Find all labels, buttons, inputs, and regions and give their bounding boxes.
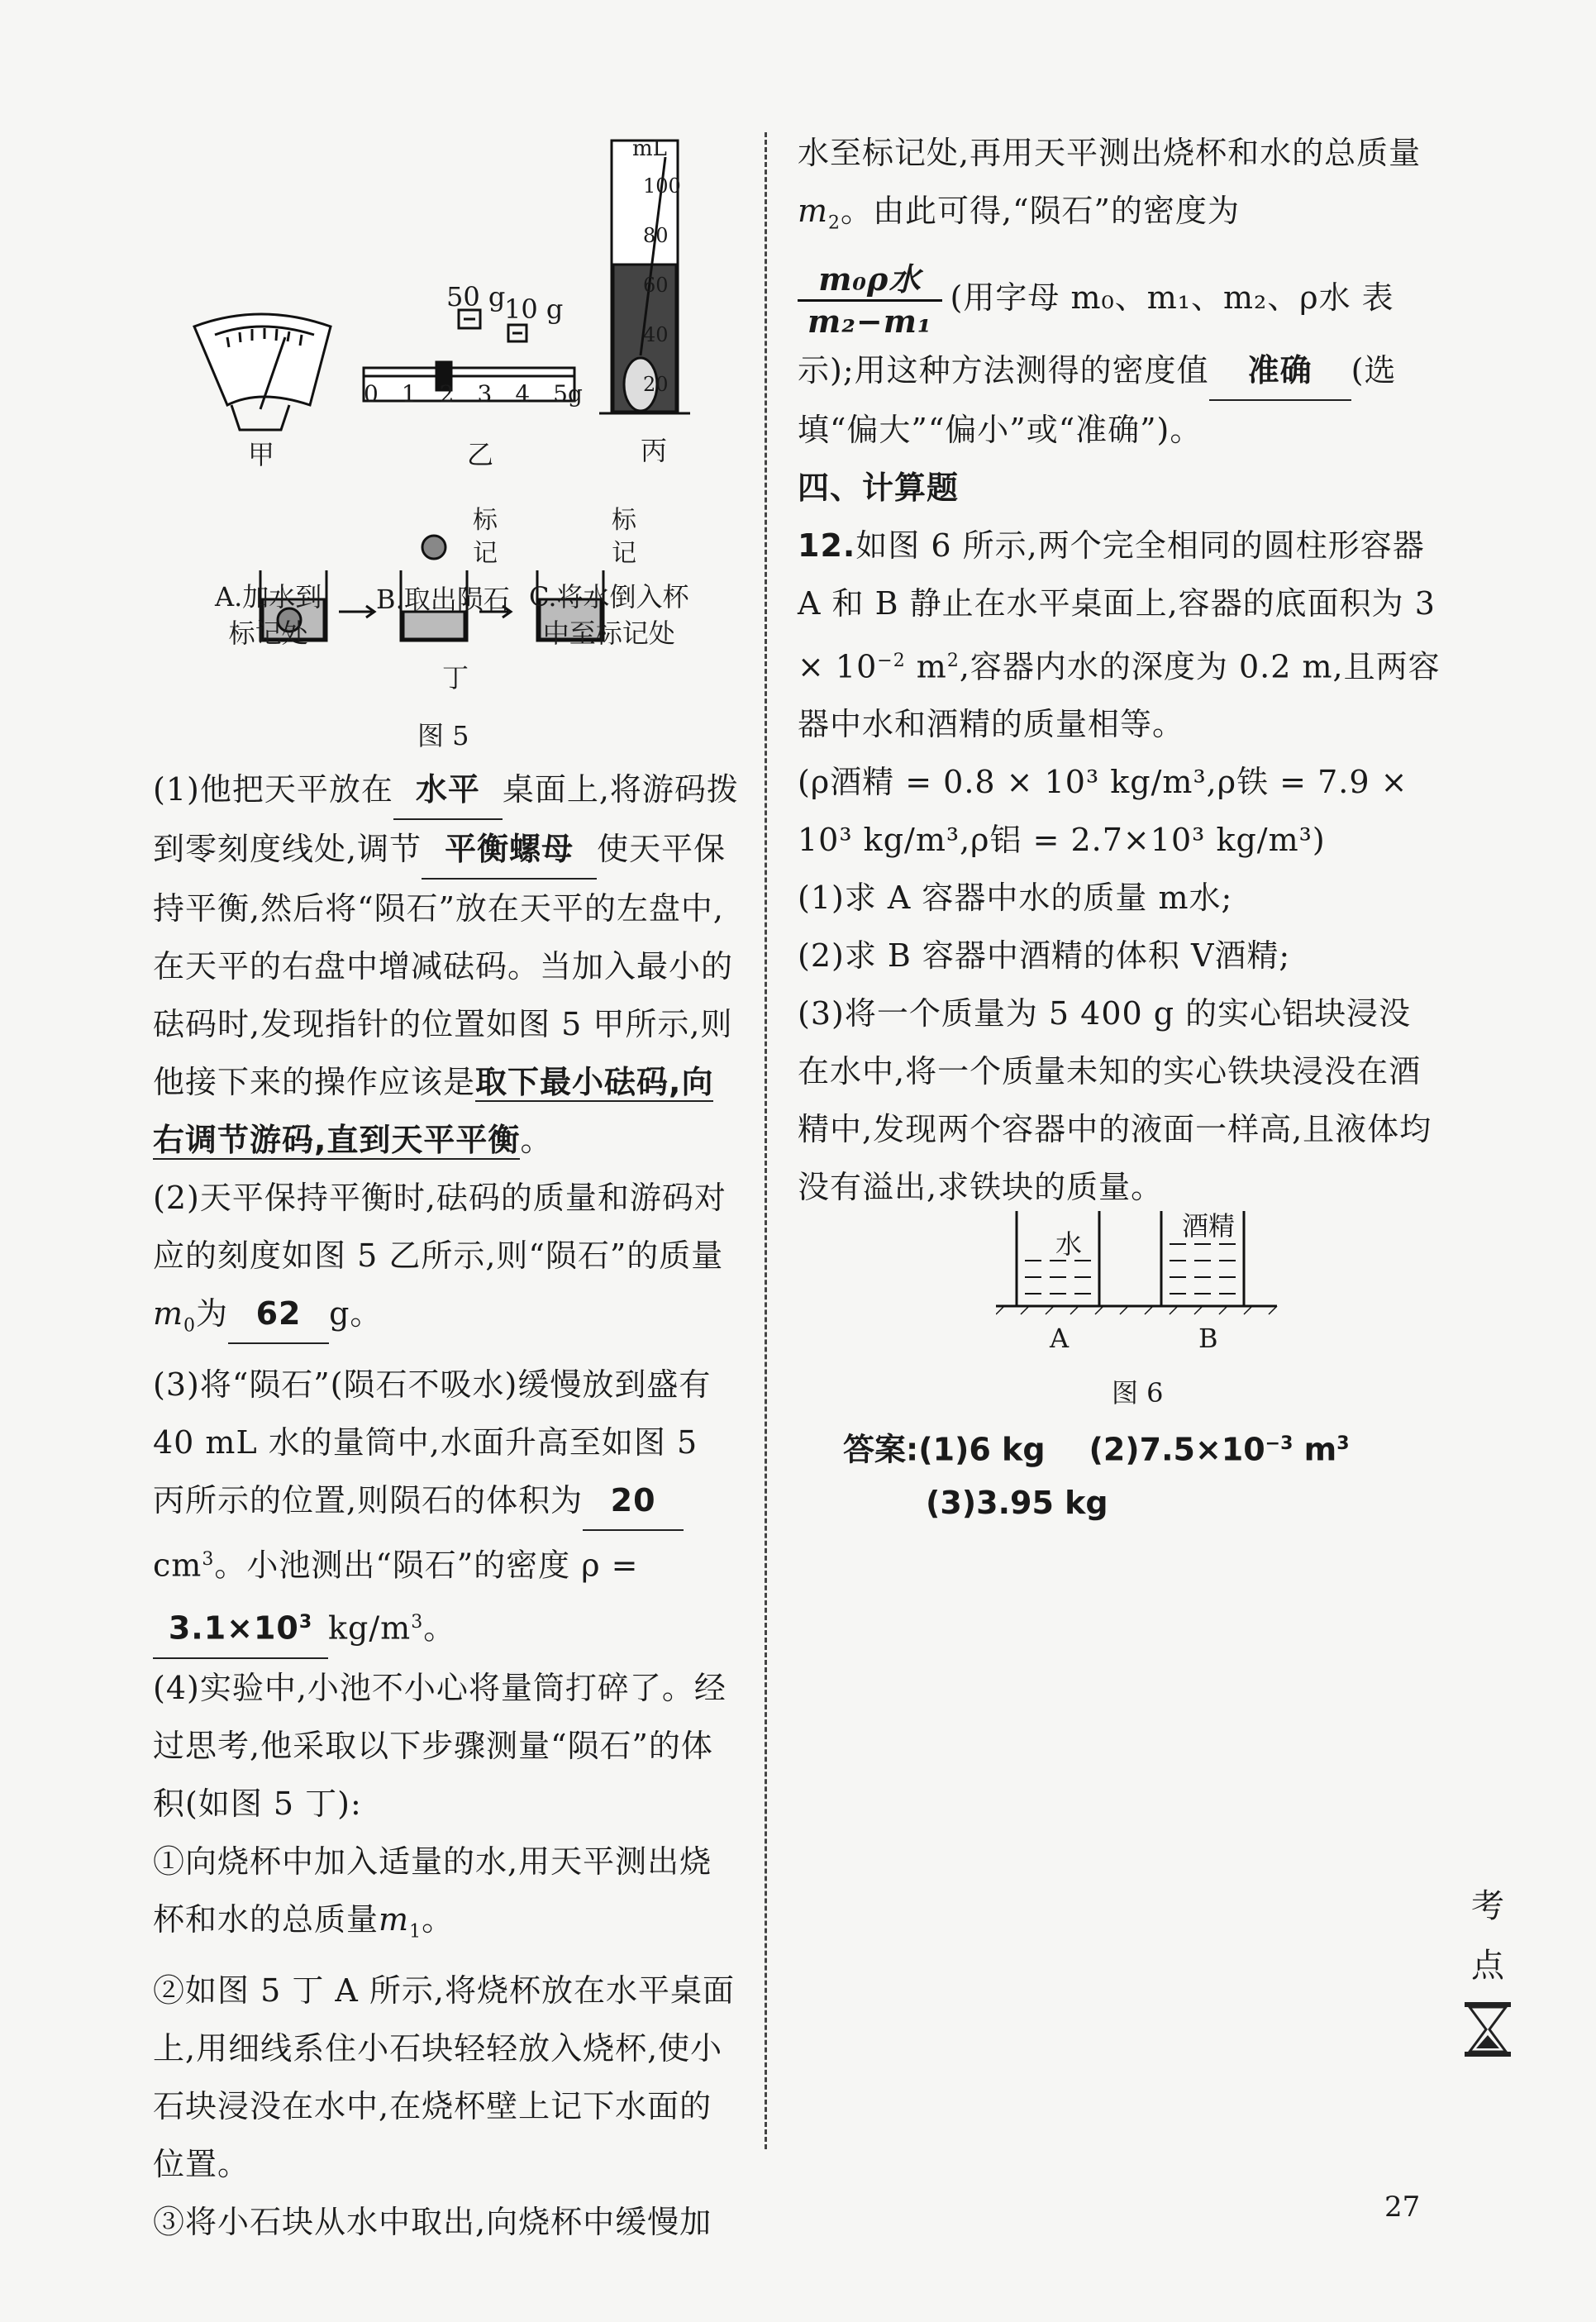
hourglass-icon [1463, 2000, 1513, 2058]
r1-text: 。由此可得,“陨石”的密度为 [841, 193, 1240, 229]
container-a-liquid: 水 [1055, 1228, 1083, 1260]
label-yi: 乙 [467, 439, 494, 470]
q2-sub: 0 [183, 1315, 197, 1337]
label-weight-50: 50 g [446, 281, 506, 312]
ruler-tick: 3 [477, 380, 493, 408]
q1-text: (1)他把天平放在 [153, 771, 393, 808]
step-1-sub: 1 [409, 1921, 422, 1943]
q2-text: (2)天平保持平衡时,砝码的质量和游码对应的刻度如图 5 乙所示,则“陨石”的质量 [153, 1180, 727, 1274]
mark-label-c: 标记 [612, 506, 636, 568]
page-number: 27 [1384, 2191, 1421, 2224]
step-1 [153, 1833, 740, 1962]
answer-2-sup: −3 [1265, 1433, 1293, 1454]
ruler-tick: 2 [439, 380, 455, 408]
q2-var: m [153, 1295, 184, 1332]
ruler-tick: 1 [401, 380, 417, 408]
question-number: 12. [798, 527, 856, 564]
fraction-numerator: m₀ρ水 [798, 260, 942, 302]
answers-line-2: (3)3.95 kg [926, 1484, 1108, 1521]
column-divider [765, 132, 767, 2149]
step-1-text: 。 [422, 1900, 455, 1938]
q12-sup: 2 [946, 650, 960, 671]
step-c-label [529, 579, 689, 651]
answer-blank: 20 [583, 1471, 684, 1531]
ruler-tick: 4 [515, 380, 531, 408]
answer-value: 3.1×10 [168, 1609, 299, 1647]
container-b-liquid: 酒精 [1182, 1210, 1236, 1242]
cylinder-tick: 60 [643, 274, 669, 297]
answer-blank: 水平 [393, 760, 503, 820]
q12-text: 如图 6 所示,两个完全相同的圆柱形容器 A 和 B 静止在水平桌面上,容器的底面积为 3 × 10 [798, 527, 1436, 685]
label-jia: 甲 [248, 439, 275, 470]
cylinder-tick: 100 [643, 174, 681, 198]
q1-text: 使天平保持平衡,然后将“陨石”放在天平的左盘中,在天平的右盘中增减砝码。当加入最小的砝码时,发现指针的位置如图 5 甲所示,则他接下来的操作应该是 [153, 831, 734, 1100]
step-3-continued [798, 124, 1442, 253]
fraction-denominator: m₂−m₁ [808, 302, 932, 340]
step-c-line: 中至标记处 [542, 617, 675, 649]
question-2 [153, 1169, 740, 1356]
answer-1: (1)6 kg [918, 1431, 1046, 1468]
q12-sup: −2 [877, 650, 906, 671]
step-a-line: A.加水到 [215, 581, 322, 613]
density-formula [798, 260, 1442, 459]
r2-text: (选填“偏大”“偏小”或“准确”)。 [798, 351, 1397, 448]
q3-unit-sup: 3 [411, 1612, 424, 1633]
r2-text: (用字母 m₀、m₁、m₂、ρ水 表示);用这种方法测得的密度值 [798, 279, 1394, 389]
question-12-part-3: (3)将一个质量为 5 400 g 的实心铝块浸没在水中,将一个质量未知的实心铁块浸没在酒精中,发现两个容器中的液面一样高,且液体均没有溢出,求铁块的质量。 [798, 995, 1432, 1206]
ruler-tick: 5g [553, 380, 583, 408]
sidebar-char: 点 [1471, 1947, 1504, 1985]
ruler-tick-labels [364, 380, 583, 408]
q12-text: m [905, 648, 947, 685]
q3-text: 。小池测出“陨石”的密度 ρ = [214, 1547, 639, 1584]
q3-text: (3)将“陨石”(陨石不吸水)缓慢放到盛有 40 mL 水的量筒中,水面升高至如图 5 丙所示的位置,则陨石的体积为 [153, 1366, 712, 1519]
question-12-part-2: (2)求 B 容器中酒精的体积 V酒精; [798, 937, 1291, 975]
step-a-line: 标记处 [228, 617, 308, 649]
answer-blank: 准确 [1209, 341, 1351, 401]
container-a-label: A [1050, 1323, 1070, 1354]
q3-sup: 3 [202, 1548, 215, 1570]
q3-text: cm [153, 1547, 202, 1584]
figure-6-caption: 图 6 [1112, 1377, 1164, 1409]
step-3: ③将小石块从水中取出,向烧杯中缓慢加 [153, 2203, 712, 2240]
balance-pointer-gauge [194, 314, 331, 430]
q3-unit: kg/m [328, 1609, 412, 1647]
answers-block [843, 1418, 1350, 1529]
answer-sup: 3 [298, 1612, 313, 1633]
label-weight-10: 10 g [504, 293, 564, 325]
right-column [798, 124, 1442, 1216]
answer-blank: 平衡螺母 [422, 820, 597, 880]
step-c-line: C.将水倒入杯 [529, 581, 689, 613]
section-heading: 四、计算题 [798, 469, 960, 506]
cylinder-tick: 20 [643, 373, 669, 396]
step-2: ②如图 5 丁 A 所示,将烧杯放在水平桌面上,用细线系住小石块轻轻放入烧杯,使小石块浸没在水中,在烧杯壁上记下水面的位置。 [153, 1972, 736, 2182]
figure-5-caption: 图 5 [417, 720, 469, 751]
answer-blank [153, 1594, 328, 1659]
q3-text: 。 [423, 1609, 456, 1647]
r1-sub: 2 [828, 212, 841, 234]
mark-label-b: 标记 [473, 506, 498, 568]
cylinder-unit: mL [632, 136, 667, 161]
answer-blank: 取下最小砝码,向右调节游码,直到天平平衡 [153, 1064, 714, 1158]
answer-2-unit: m [1293, 1431, 1337, 1468]
q2-unit: g。 [329, 1295, 383, 1332]
r1-var: m [798, 193, 829, 229]
figure-6-illustration [996, 1203, 1293, 1318]
density-fraction [798, 260, 942, 341]
question-12-constants: (ρ酒精 = 0.8 × 10³ kg/m³,ρ铁 = 7.9 × 10³ kg/m³,ρ铝 = 2.7×10³ kg/m³) [798, 764, 1408, 859]
sidebar-tab [1455, 1876, 1521, 2077]
r1-text: 水至标记处,再用天平测出烧杯和水的总质量 [798, 135, 1422, 171]
left-column [153, 760, 740, 2251]
ruler-tick: 0 [364, 380, 379, 408]
sidebar-char: 考 [1471, 1887, 1504, 1925]
question-12-part-1: (1)求 A 容器中水的质量 m水; [798, 880, 1233, 917]
step-1-var: m [379, 1900, 410, 1938]
q1-text: 桌面上,将游码拨到零刻度线处,调节 [153, 771, 739, 867]
step-a-label [215, 579, 322, 651]
question-4: (4)实验中,小池不小心将量筒打碎了。经过思考,他采取以下步骤测量“陨石”的体积(如图 5 丁): [153, 1669, 727, 1822]
cylinder-tick: 40 [643, 323, 669, 346]
answers-label: 答案: [843, 1431, 919, 1468]
question-3 [153, 1356, 740, 1659]
q2-text: 为 [196, 1295, 229, 1332]
answers-line-1 [843, 1418, 1350, 1476]
step-1-text: ①向烧杯中加入适量的水,用天平测出烧杯和水的总质量 [153, 1843, 712, 1938]
cylinder-tick: 80 [643, 224, 669, 247]
question-1 [153, 760, 740, 1169]
cylinder-ticks [643, 161, 681, 409]
answer-2: (2)7.5×10 [1089, 1431, 1265, 1468]
container-b-label: B [1198, 1323, 1218, 1354]
answer-2-unit-sup: 3 [1336, 1433, 1350, 1454]
label-bing: 丙 [641, 435, 668, 466]
q1-text: 。 [520, 1122, 553, 1158]
answer-blank: 62 [228, 1285, 329, 1344]
q12-text: ,容器内水的深度为 0.2 m,且两容器中水和酒精的质量相等。 [798, 648, 1441, 743]
step-b-label: B.取出陨石 [376, 584, 510, 615]
question-12 [798, 517, 1442, 754]
label-ding: 丁 [442, 662, 469, 694]
